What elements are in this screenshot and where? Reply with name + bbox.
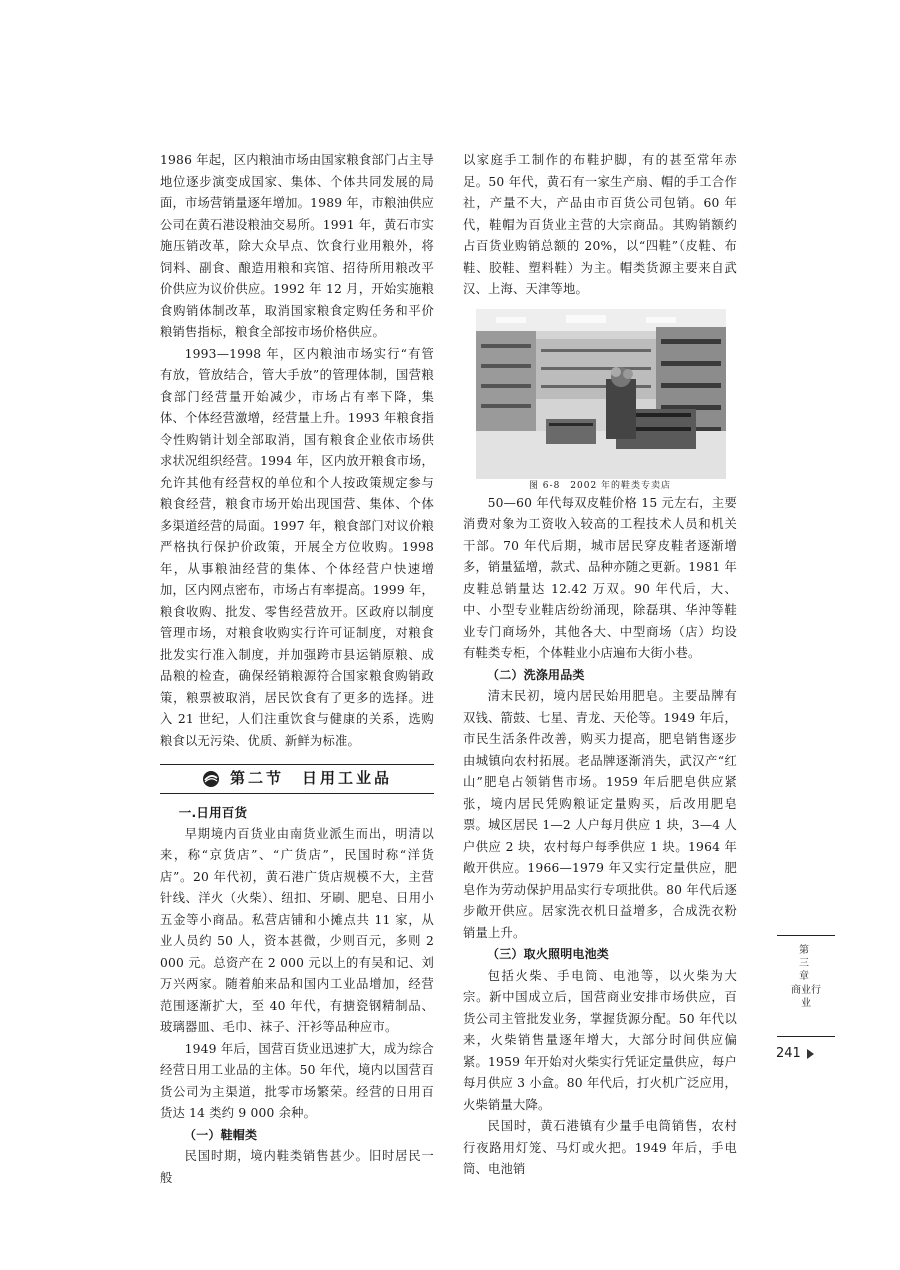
section-header [160, 764, 434, 794]
page-number-area [776, 1046, 814, 1061]
left-column [160, 150, 434, 1189]
chapter-number: 第三章 [799, 945, 809, 982]
paragraph: 早期境内百货业由南货业派生而出，明清以来，称“京货店”、“广货店”，民国时称“洋货店”。20 年代初，黄石港广货店规模不大，主营针线、洋火（火柴）、纽扣、牙刷、肥皂、日用小五金等小商品。私营店铺和小摊点共 11 家，从业人员约 50 人，资本甚微，少则百元，多则 2 000 元。总资产在 2 000 元以上的有吴和记、刘万兴两家。随着舶来品和国内工业品增加，经营范围逐渐扩大，至 40 年代，有搪瓷钢精制品、玻璃器皿、毛巾、袜子、汗衫等品种应市。 [160, 826, 434, 1034]
chapter-tab [777, 935, 835, 1037]
right-column [463, 150, 737, 1181]
paragraph: 以家庭手工制作的布鞋护脚，有的甚至常年赤足。50 年代，黄石有一家生产扇、帽的手工合作社，产量不大，产品由市百货公司包销。60 年代，鞋帽为百货业主营的大宗商品。其购销额约占百货业购销总额的 20%，以“四鞋”（皮鞋、布鞋、胶鞋、塑料鞋）为主。帽类货源主要来自武汉、上海、天津等地。 [463, 153, 737, 296]
section-title: 第二节 日用工业品 [229, 769, 392, 788]
paragraph: 1949 年后，国营百货业迅速扩大，成为综合经营日用工业品的主体。50 年代，境内以国营百货公司为主渠道，批零市场繁荣。经营的日用百货达 14 类约 9 000 余种。 [160, 1041, 434, 1120]
photo-illustration [476, 309, 726, 479]
paragraph: 清末民初，境内居民始用肥皂。主要品牌有双钱、箭鼓、七星、青龙、天伦等。1949 年后，市民生活条件改善，购买力提高，肥皂销售逐步由城镇向农村拓展。老品牌逐渐消失，武汉产“红山”肥皂占领销售市场。1959 年后肥皂供应紧张，境内居民凭购粮证定量购买，后改用肥皂票。城区居民 1—2 人户每月供应 1 块，3—4 人户供应 2 块，农村每户每季供应 1 块。1964 年敞开供应。1966—1979 年又实行定量供应，肥皂作为劳动保护用品实行专项批供。80 年代后逐步敞开供应。居家洗衣机日益增多，合成洗衣粉销量上升。 [463, 689, 737, 940]
paragraph: 民国时，黄石港镇有少量手电筒销售，农村行夜路用灯笼、马灯或火把。1949 年后，手电筒、电池销 [463, 1119, 737, 1176]
paragraph: 包括火柴、手电筒、电池等，以火柴为大宗。新中国成立后，国营商业安排市场供应，百货公司主管批发业务，掌握货源分配。50 年代以来，火柴销售量逐年增大，大部分时间供应偏紧。1959 年开始对火柴实行凭证定量供应，每户每月供应 3 小盒。80 年代后，打火机广泛应用，火柴销量大降。 [463, 968, 737, 1112]
page-number: 241 [776, 1046, 801, 1061]
subheading: （三）取火照明电池类 [487, 947, 610, 961]
subheading: （一）鞋帽类 [184, 1127, 258, 1142]
paragraph: 1986 年起，区内粮油市场由国家粮食部门占主导地位逐步演变成国家、集体、个体共同发展的局面，市场营销量逐年增加。1989 年，市粮油供应公司在黄石港设粮油交易所。1991 年，黄石市实施压销改革，除大众早点、饮食行业用粮外，将饲料、副食、酿造用粮和宾馆、招待所用粮改平价供应为议价供应。1992 年 12 月，开始实施粮食购销体制改革，取消国家粮食定购任务和平价粮销售指标，粮食全部按市场价格供应。 [160, 153, 434, 339]
paragraph: 1993—1998 年，区内粮油市场实行“有管有放，管放结合，管大手放”的管理体制，国营粮食部门经营量开始减少，市场占有率下降，集体、个体经营激增，经营量上升。1993 年粮食指令性购销计划全部取消，国有粮食企业依市场供求状况组织经营。1994 年，区内放开粮食市场，允许其他有经营权的单位和个人按政策规定参与粮食经营，粮食市场开始出现国营、集体、个体多渠道经营的局面。1997 年，粮食部门对议价粮严格执行保护价政策，开展全方位收购。1998 年，从事粮油经营的集体、个体经营户快速增加，区内网点密布，市场占有率提高。1999 年，粮食收购、批发、零售经营放开。区政府以制度管理市场，对粮食收购实行许可证制度，对粮食批发实行准入制度，并加强跨市县运销原粮、成品粮的检查，确保经销粮源符合国家粮食购销政策，粮票被取消，居民饮食有了更多的选择。进入 21 世纪，人们注重饮食与健康的关系，选购粮食以无污染、优质、新鲜为标准。 [160, 346, 434, 748]
paragraph: 民国时期，境内鞋类销售甚少。旧时居民一般 [160, 1149, 434, 1185]
shoe-store-photo [476, 309, 726, 479]
chapter-name: 商业行业 [791, 985, 821, 1009]
paragraph: 50—60 年代每双皮鞋价格 15 元左右，主要消费对象为工资收入较高的工程技术人员和机关干部。70 年代后期，城市居民穿皮鞋者逐渐增多，销量猛增，款式、品种亦随之更新。1981 年皮鞋总销量达 12.42 万双。90 年代后，大、中、小型专业鞋店纷纷涌现，除磊琪、华沖等鞋业专门商场外，其他各大、中型商场（店）均设有鞋类专柜，个体鞋业小店遍布大街小巷。 [463, 495, 737, 660]
section-emblem-icon [202, 770, 220, 788]
subsection-heading: 一.日用百货 [178, 805, 248, 820]
triangle-right-icon [807, 1049, 814, 1059]
subheading: （二）洗涤用品类 [487, 667, 585, 682]
figure-caption: 图 6-8 2002 年的鞋类专卖店 [528, 480, 672, 491]
